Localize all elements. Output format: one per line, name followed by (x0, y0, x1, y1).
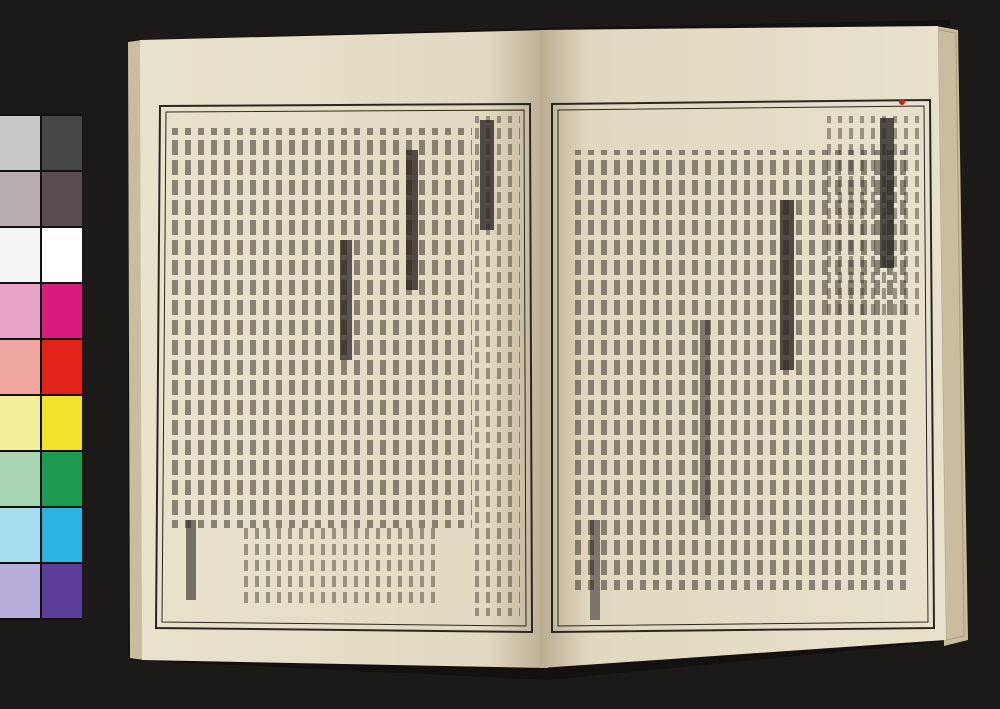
color-patch (42, 508, 82, 562)
color-patch (0, 228, 40, 282)
color-patch (42, 396, 82, 450)
color-patch (0, 172, 40, 226)
color-patch (42, 116, 82, 170)
color-patch (0, 508, 40, 562)
color-patch (42, 452, 82, 506)
color-patch (0, 340, 40, 394)
color-patch (0, 284, 40, 338)
color-patch (42, 172, 82, 226)
red-mark (899, 99, 905, 105)
color-calibration-chart (0, 114, 82, 620)
color-patch (0, 396, 40, 450)
color-patch (0, 564, 40, 618)
color-patch (0, 452, 40, 506)
right-page-text (570, 116, 920, 620)
color-patch (42, 340, 82, 394)
color-patch (0, 116, 40, 170)
color-patch (42, 228, 82, 282)
color-patch (42, 284, 82, 338)
color-patch (42, 564, 82, 618)
